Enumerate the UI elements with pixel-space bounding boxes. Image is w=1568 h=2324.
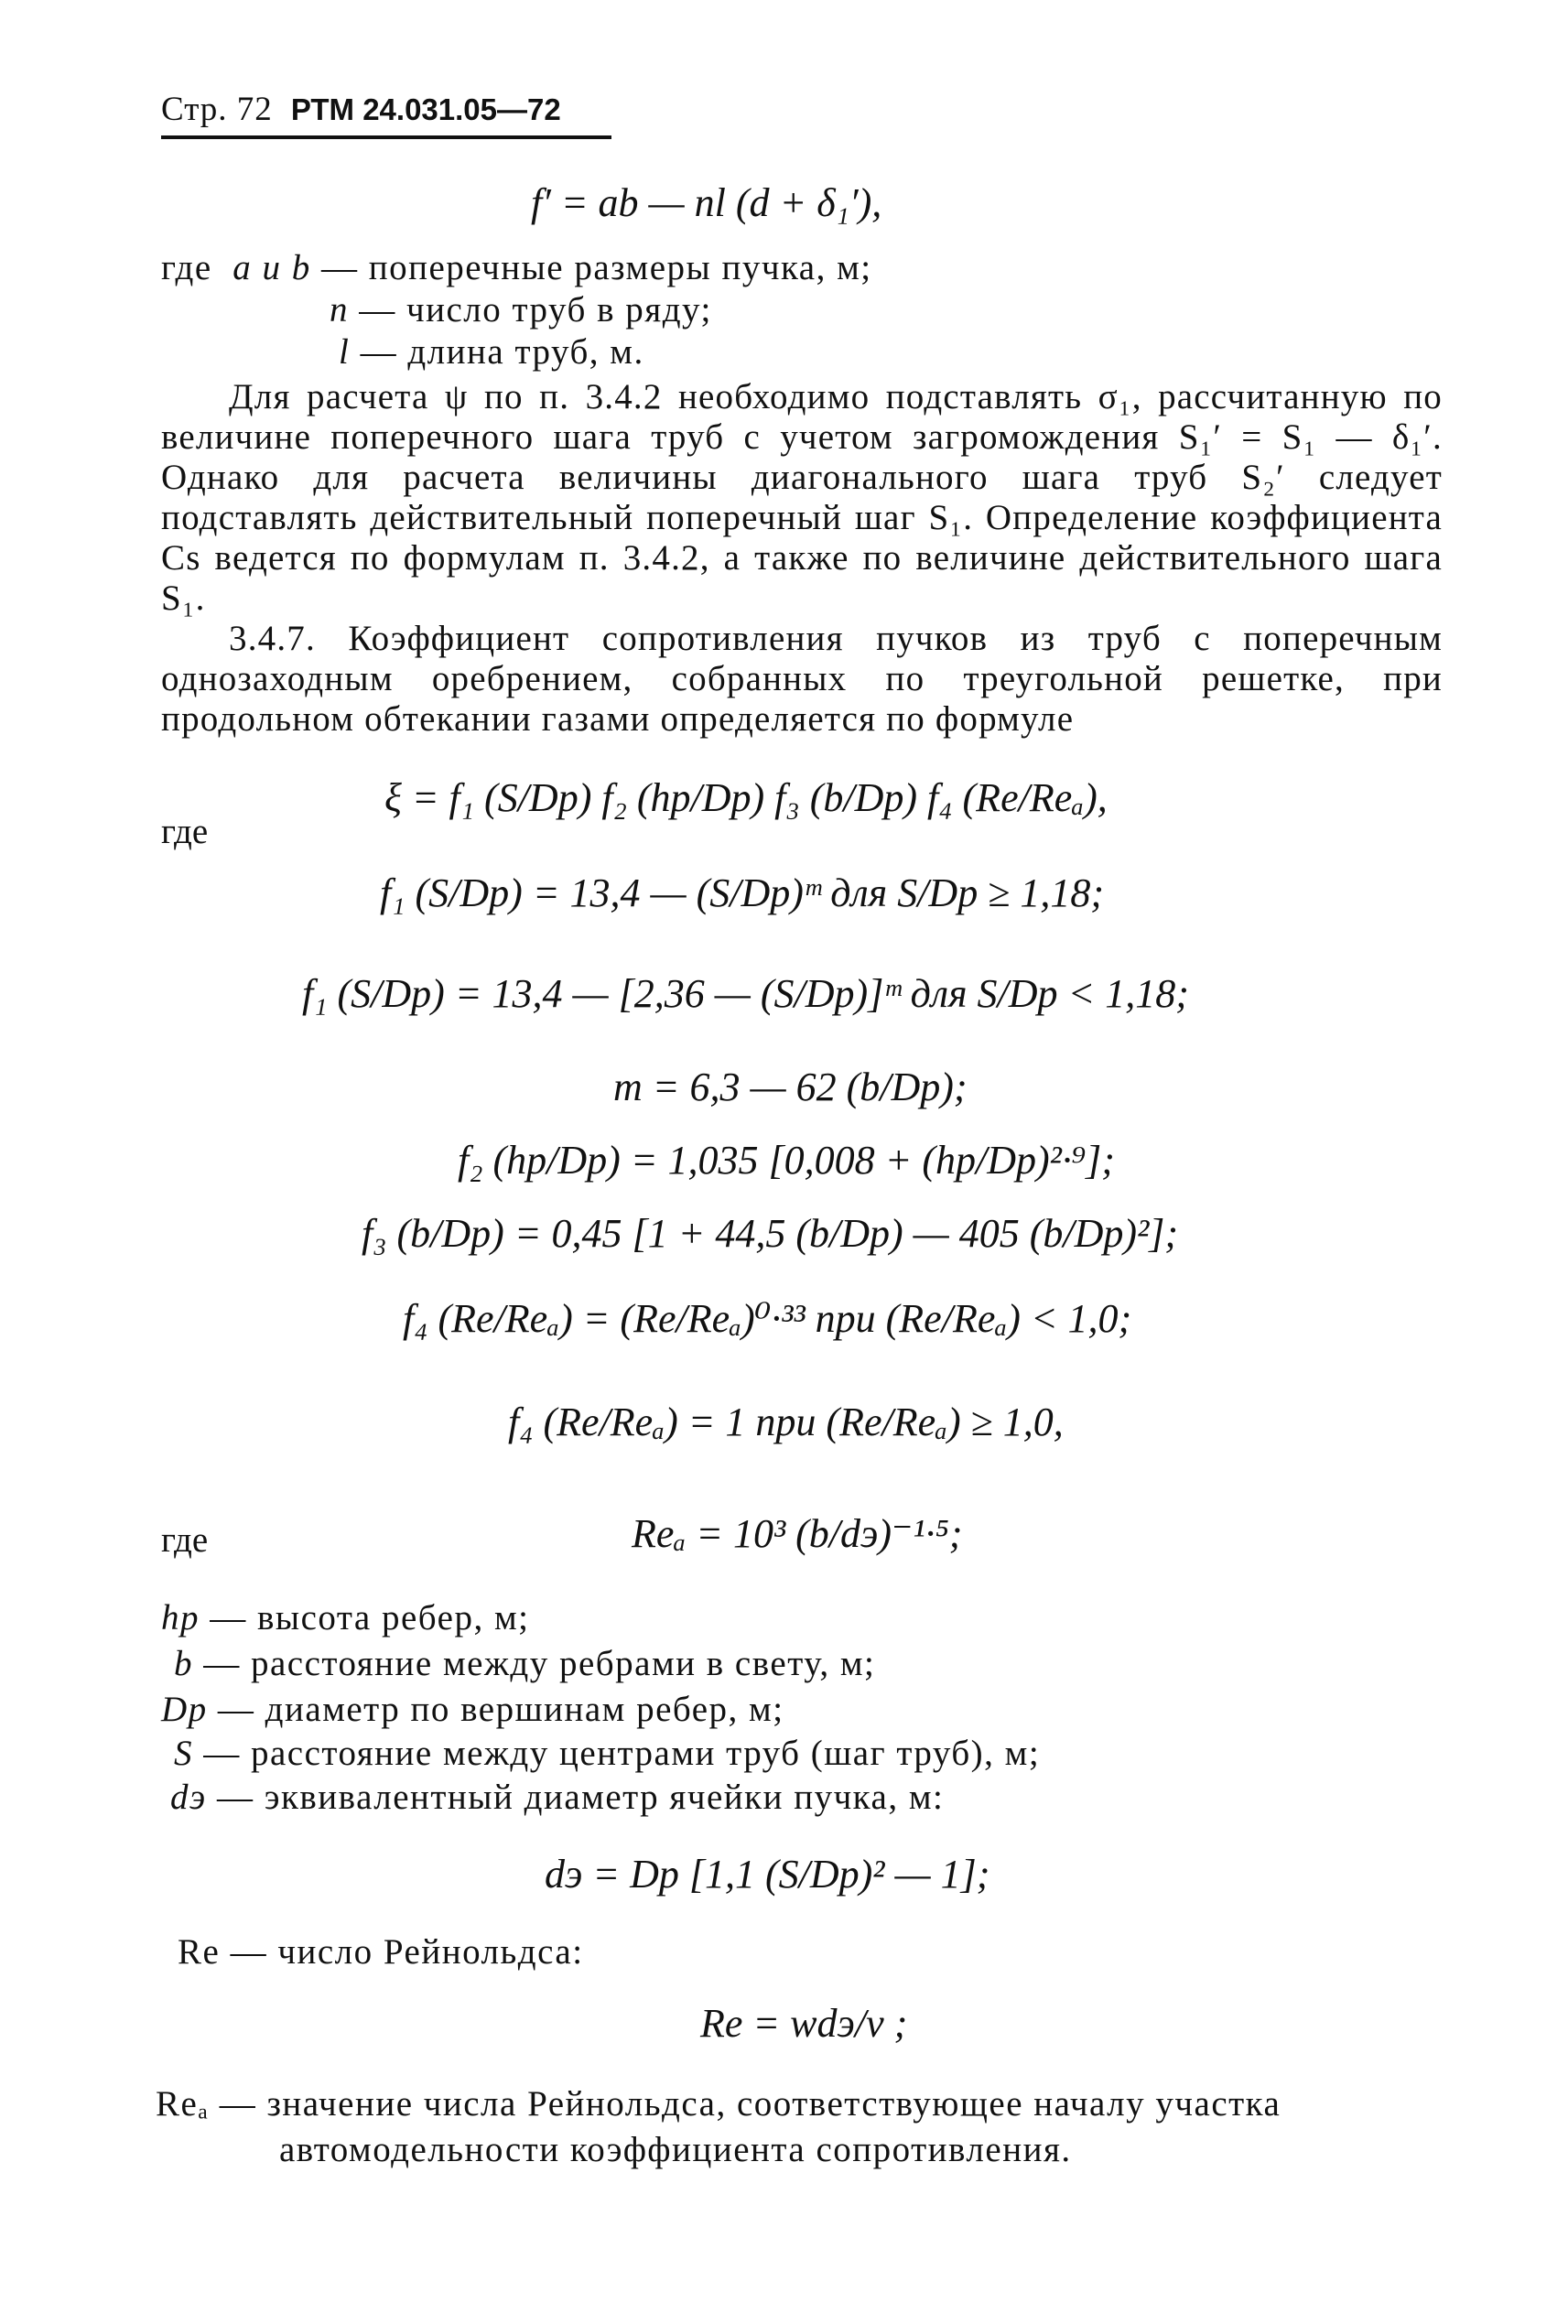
where-label: где [161, 812, 209, 851]
paragraph-1 [161, 377, 1443, 619]
formula-f-prime: f′ = ab — nl (d + δ₁′), [531, 180, 882, 225]
formula-rea: Reₐ = 10³ (b/dэ)⁻¹·⁵; [632, 1511, 963, 1556]
definition-rea [156, 2083, 1281, 2124]
formula-re: Re = wdэ/ν ; [700, 2001, 908, 2046]
formula-f1-a: f₁ (S/Dp) = 13,4 — (S/Dp)ᵐ для S/Dp ≥ 1,18; [380, 870, 1104, 915]
formula-f1-b: f₁ (S/Dp) = 13,4 — [2,36 — (S/Dp)]ᵐ для S/Dp < 1,18; [302, 971, 1189, 1016]
definition-symbol: S [174, 1734, 193, 1773]
where-item-n [330, 289, 712, 330]
definition-symbol: b [174, 1644, 193, 1683]
definition-symbol: dэ [170, 1778, 207, 1817]
definition-de [170, 1777, 944, 1818]
definition-text: — число Рейнольдса: [230, 1932, 584, 1972]
where-text: — число труб в ряду; [359, 290, 712, 330]
definition-text: — расстояние между центрами труб (шаг труб), м; [203, 1734, 1041, 1773]
where-text: — поперечные размеры пучка, м; [320, 248, 872, 287]
definition-text: — эквивалентный диаметр ячейки пучка, м: [216, 1778, 945, 1817]
where-lead: где [161, 248, 212, 287]
formula-f3: f₃ (b/Dp) = 0,45 [1 + 44,5 (b/Dp) — 405 (b/Dp)²]; [362, 1211, 1179, 1256]
formula-f4-a: f₄ (Re/Reₐ) = (Re/Reₐ)⁰·³³ при (Re/Reₐ) < 1,0; [403, 1296, 1132, 1341]
document-code: РТМ 24.031.05—72 [290, 92, 561, 126]
where-symbol: a и b [232, 248, 311, 287]
definition-symbol: Reₐ [156, 2084, 210, 2124]
page-header [161, 90, 561, 129]
paragraph-1-text: Для расчета ψ по п. 3.4.2 необходимо подставлять σ₁, рассчитанную по величине поперечного шага труб с учетом загромождения S₁′ = S₁ — δ₁′. Однако для расчета величины диагонального шага труб S₂′ следует подставлять действительный поперечный шаг S₁. Определение коэффициента Cs ведется по формулам п. 3.4.2, а также по величине действительного шага S₁. [161, 377, 1443, 618]
definition-text: — диаметр по вершинам ребер, м; [217, 1690, 784, 1729]
formula-de: dэ = Dp [1,1 (S/Dp)² — 1]; [545, 1852, 990, 1897]
formula-xi: ξ = f₁ (S/Dp) f₂ (hp/Dp) f₃ (b/Dp) f₄ (Re/Reₐ), [384, 775, 1108, 820]
definition-text: — значение числа Рейнольдса, соответствующее началу участка [219, 2084, 1281, 2124]
definition-s [174, 1733, 1040, 1774]
definition-text: — расстояние между ребрами в свету, м; [203, 1644, 876, 1683]
where-item-l [339, 331, 644, 373]
definition-b [174, 1643, 875, 1684]
formula-m: m = 6,3 — 62 (b/Dp); [613, 1065, 968, 1109]
definition-text: — высота ребер, м; [210, 1598, 530, 1638]
definition-symbol: Dp [161, 1690, 208, 1729]
formula-f4-b: f₄ (Re/Reₐ) = 1 при (Re/Reₐ) ≥ 1,0, [508, 1400, 1064, 1444]
formula-f2: f₂ (hp/Dp) = 1,035 [0,008 + (hp/Dp)²·⁹]; [458, 1138, 1115, 1183]
definition-re [178, 1931, 584, 1973]
definition-hp [161, 1597, 529, 1638]
page-number: Стр. 72 [161, 91, 273, 128]
definition-rea-cont: автомодельности коэффициента сопротивления. [279, 2130, 1072, 2169]
definition-dp [161, 1689, 784, 1730]
header-rule [161, 135, 611, 139]
where-text: — длина труб, м. [360, 332, 644, 372]
definition-symbol: hp [161, 1598, 200, 1638]
definition-symbol: Re [178, 1932, 221, 1972]
where-item-ab [161, 247, 872, 288]
paragraph-2-text: 3.4.7. Коэффициент сопротивления пучков из труб с поперечным однозаходным оребрением, собранных по треугольной решетке, при продольном обтекании газами определяется по формуле [161, 619, 1443, 739]
where-symbol: n [330, 290, 349, 330]
where-symbol: l [339, 332, 351, 372]
paragraph-2 [161, 619, 1443, 740]
where-label-2: где [161, 1520, 209, 1560]
